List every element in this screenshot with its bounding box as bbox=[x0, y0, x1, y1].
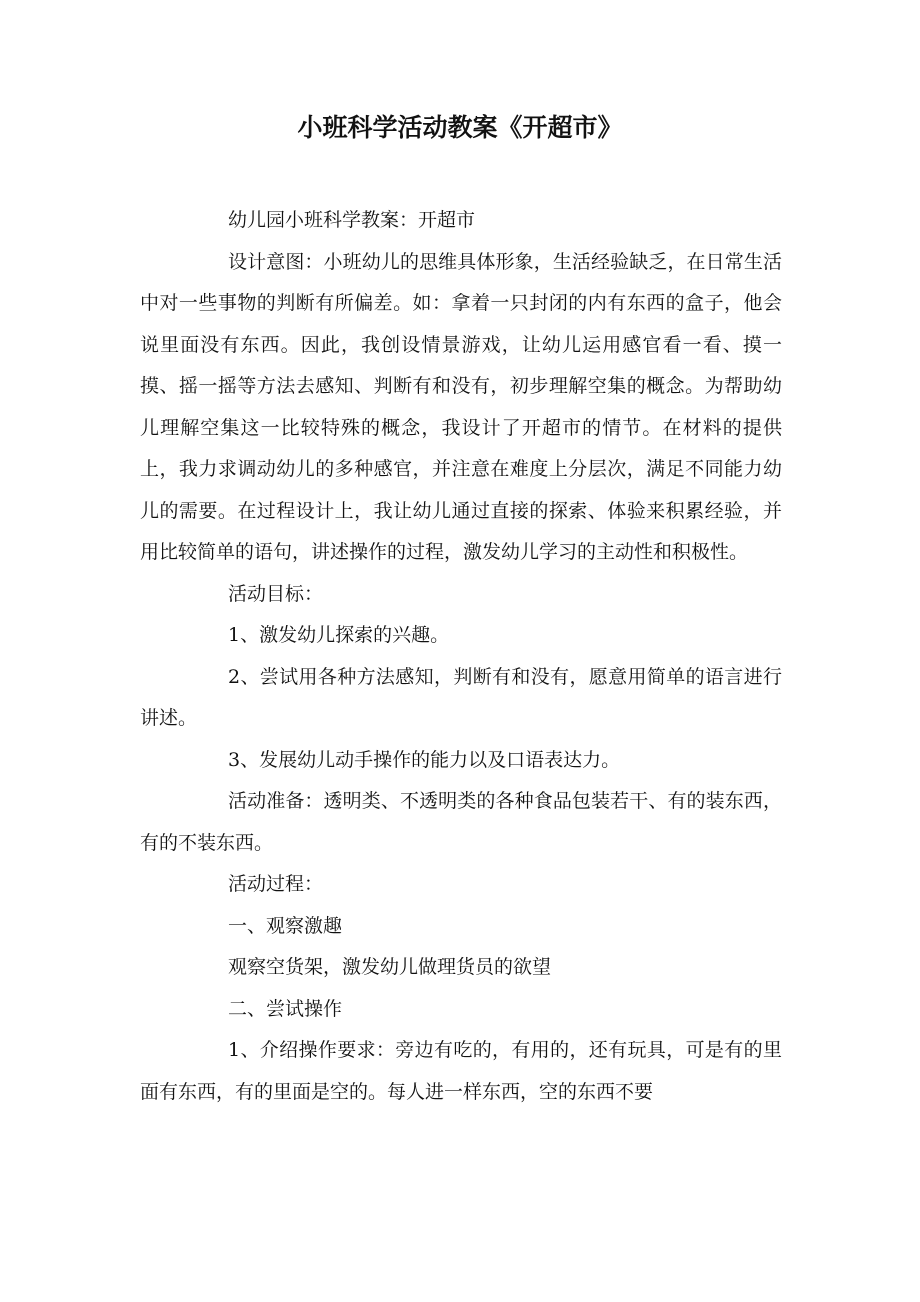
paragraph-goals-heading: 活动目标： bbox=[228, 582, 324, 605]
paragraph-goal-3: 3、发展幼儿动手操作的能力以及口语表达力。 bbox=[228, 748, 621, 771]
paragraph-section-2-step-1: 1、介绍操作要求：旁边有吃的，有用的，还有玩具，可是有的里面有东西，有的里面是空的。每人进一样东西，空的东西不要 bbox=[140, 1039, 782, 1103]
paragraph-process-heading: 活动过程： bbox=[228, 873, 324, 895]
document-title: 小班科学活动教案《开超市》 bbox=[297, 113, 623, 142]
paragraph-design-intent: 设计意图：小班幼儿的思维具体形象，生活经验缺乏，在日常生活中对一些事物的判断有所偏差。如：拿着一只封闭的内有东西的盒子，他会说里面没有东西。因此，我创设情景游戏，让幼儿运用感官看一看、摸一摸、摇一摇等方法去感知、判断有和没有，初步理解空集的概念。为帮助幼儿理解空集这一比较特殊的概念，我设计了开超市的情节。在材料的提供上，我力求调动幼儿的多种感官，并注意在难度上分层次，满足不同能力幼儿的需要。在过程设计上，我让幼儿通过直接的探索、体验来积累经验，并用比较简单的语句，讲述操作的过程，激发幼儿学习的主动性和积极性。 bbox=[140, 250, 782, 563]
paragraph-section-1: 一、观察激趣 bbox=[228, 914, 343, 937]
paragraph-subtitle: 幼儿园小班科学教案：开超市 bbox=[228, 209, 476, 231]
paragraph-section-2: 二、尝试操作 bbox=[228, 997, 343, 1020]
paragraph-goal-1: 1、激发幼儿探索的兴趣。 bbox=[228, 624, 450, 646]
paragraph-preparation: 活动准备：透明类、不透明类的各种食品包装若干、有的装东西，有的不装东西。 bbox=[140, 790, 782, 854]
paragraph-section-1-text: 观察空货架，激发幼儿做理货员的欲望 bbox=[228, 956, 552, 978]
document-body bbox=[140, 200, 782, 1113]
paragraph-goal-2: 2、尝试用各种方法感知，判断有和没有，愿意用简单的语言进行讲述。 bbox=[140, 665, 782, 729]
